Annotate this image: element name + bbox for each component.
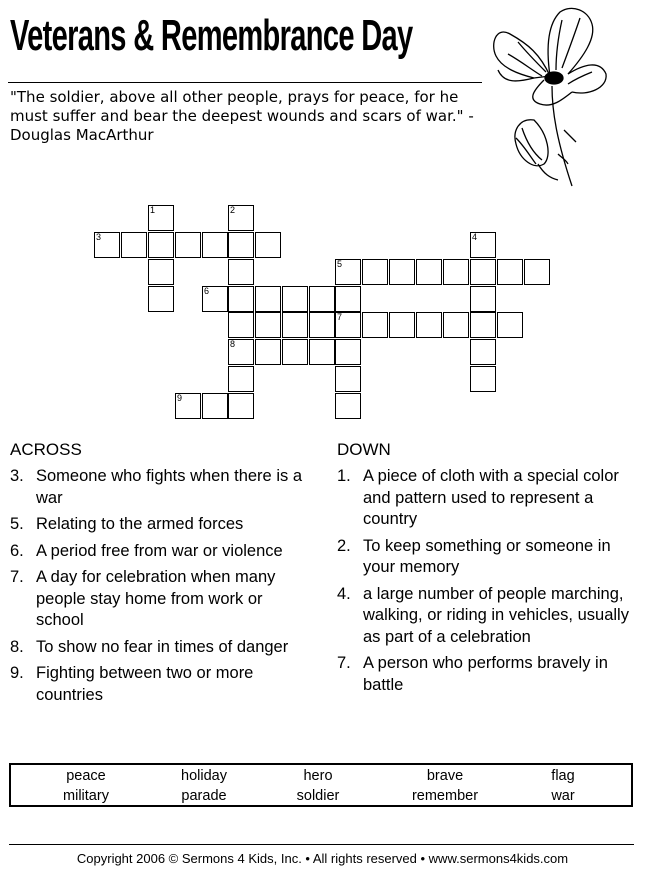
across-clue xyxy=(10,567,310,632)
crossword-cell[interactable] xyxy=(282,339,308,365)
clue-text: A piece of cloth with a special color and pattern used to represent a country xyxy=(363,467,619,528)
crossword-cell[interactable] xyxy=(121,232,147,258)
crossword-cell[interactable] xyxy=(148,232,174,258)
word-bank-word: military xyxy=(63,788,109,804)
word-bank-word: holiday xyxy=(181,768,227,784)
clue-text: To show no fear in times of danger xyxy=(36,637,289,656)
page-title: Veterans & Remembrance Day xyxy=(10,11,413,60)
footer-divider xyxy=(9,844,634,845)
crossword-cell[interactable] xyxy=(470,286,496,312)
down-clue xyxy=(337,653,637,696)
crossword-cell[interactable] xyxy=(416,259,442,285)
clue-number: 6. xyxy=(10,541,24,560)
crossword-cell[interactable] xyxy=(255,286,281,312)
crossword-number: 3 xyxy=(96,232,102,242)
crossword-cell[interactable] xyxy=(228,393,254,419)
crossword-cell[interactable] xyxy=(228,286,254,312)
crossword-cell[interactable] xyxy=(255,339,281,365)
clue-number: 8. xyxy=(10,637,24,656)
crossword-cell[interactable] xyxy=(148,286,174,312)
crossword-cell[interactable] xyxy=(175,232,201,258)
word-bank-word: peace xyxy=(66,768,106,784)
crossword-number: 9 xyxy=(177,393,183,403)
crossword-cell[interactable] xyxy=(335,366,361,392)
crossword-cell[interactable] xyxy=(202,393,228,419)
word-bank-word: hero xyxy=(303,768,333,784)
clue-text: Someone who fights when there is a war xyxy=(36,467,302,507)
across-clue xyxy=(10,514,310,536)
across-clue xyxy=(10,466,310,509)
crossword-cell[interactable] xyxy=(497,259,523,285)
crossword-cell[interactable] xyxy=(443,259,469,285)
across-clue-list xyxy=(10,466,310,711)
footer-copyright: Copyright 2006 © Sermons 4 Kids, Inc. • All rights reserved • www.sermons4kids.com xyxy=(76,851,569,866)
word-bank xyxy=(9,763,633,807)
clue-number: 3. xyxy=(10,467,24,485)
crossword-cell[interactable] xyxy=(282,312,308,338)
clue-text: A day for celebration when many people stay home from work or school xyxy=(36,568,276,629)
crossword-cell[interactable] xyxy=(335,339,361,365)
crossword-cell[interactable] xyxy=(416,312,442,338)
crossword-cell[interactable] xyxy=(443,312,469,338)
crossword-number: 8 xyxy=(230,339,236,349)
crossword-cell[interactable] xyxy=(497,312,523,338)
across-clue xyxy=(10,541,310,563)
clue-number: 4. xyxy=(337,584,351,603)
crossword-cell[interactable] xyxy=(309,312,335,338)
crossword-cell[interactable] xyxy=(228,232,254,258)
quote: "The soldier, above all other people, prays for peace, for he must suffer and bear the deepest wounds and scars of war." - Douglas MacArthur xyxy=(10,88,474,144)
crossword-number: 1 xyxy=(150,205,156,215)
crossword-number: 2 xyxy=(230,205,236,215)
clue-number: 7. xyxy=(337,654,351,672)
crossword-cell[interactable] xyxy=(524,259,550,285)
crossword-cell[interactable] xyxy=(309,339,335,365)
crossword-number: 6 xyxy=(204,286,210,296)
clue-number: 9. xyxy=(10,664,24,682)
crossword-number: 7 xyxy=(337,312,343,322)
crossword-cell[interactable] xyxy=(148,259,174,285)
down-clue-list xyxy=(337,466,637,701)
word-bank-word: remember xyxy=(411,788,479,804)
crossword-cell[interactable] xyxy=(255,232,281,258)
crossword-cell[interactable] xyxy=(470,339,496,365)
clue-text: A period free from war or violence xyxy=(36,541,283,560)
crossword-cell[interactable] xyxy=(309,286,335,312)
down-clue xyxy=(337,584,637,649)
crossword-cell[interactable] xyxy=(255,312,281,338)
crossword-cell[interactable] xyxy=(362,312,388,338)
crossword-cell[interactable] xyxy=(389,312,415,338)
crossword-cell[interactable] xyxy=(389,259,415,285)
clue-text: Fighting between two or more countries xyxy=(36,664,254,704)
crossword-cell[interactable] xyxy=(228,366,254,392)
crossword-cell[interactable] xyxy=(228,312,254,338)
clue-text: Relating to the armed forces xyxy=(36,515,244,533)
crossword-cell[interactable] xyxy=(228,259,254,285)
crossword-cell[interactable] xyxy=(202,232,228,258)
crossword-cell[interactable] xyxy=(335,393,361,419)
down-clue xyxy=(337,536,637,579)
down-clue xyxy=(337,466,637,531)
word-bank-word: soldier xyxy=(296,788,340,804)
across-clue xyxy=(10,663,310,706)
word-bank-word: flag xyxy=(551,768,575,784)
crossword-cell[interactable] xyxy=(362,259,388,285)
clue-text: a large number of people marching, walking, or riding in vehicles, usually as part of a celebration xyxy=(363,584,629,646)
crossword-cell[interactable] xyxy=(335,286,361,312)
word-bank-word: war xyxy=(551,788,575,804)
down-heading: DOWN xyxy=(337,440,391,459)
word-bank-word: brave xyxy=(426,768,464,784)
clue-number: 1. xyxy=(337,467,351,485)
clue-text: To keep something or someone in your memory xyxy=(363,536,611,576)
clue-number: 7. xyxy=(10,568,24,586)
clue-number: 2. xyxy=(337,536,351,555)
crossword-cell[interactable] xyxy=(282,286,308,312)
crossword-number: 4 xyxy=(472,232,478,242)
across-clue xyxy=(10,637,310,659)
crossword-number: 5 xyxy=(337,259,343,269)
across-heading: ACROSS xyxy=(10,440,82,459)
clue-number: 5. xyxy=(10,515,24,533)
crossword-cell[interactable] xyxy=(470,259,496,285)
crossword-cell[interactable] xyxy=(470,366,496,392)
clue-text: A person who performs bravely in battle xyxy=(363,654,608,694)
crossword-cell[interactable] xyxy=(470,312,496,338)
word-bank-word: parade xyxy=(181,788,227,804)
